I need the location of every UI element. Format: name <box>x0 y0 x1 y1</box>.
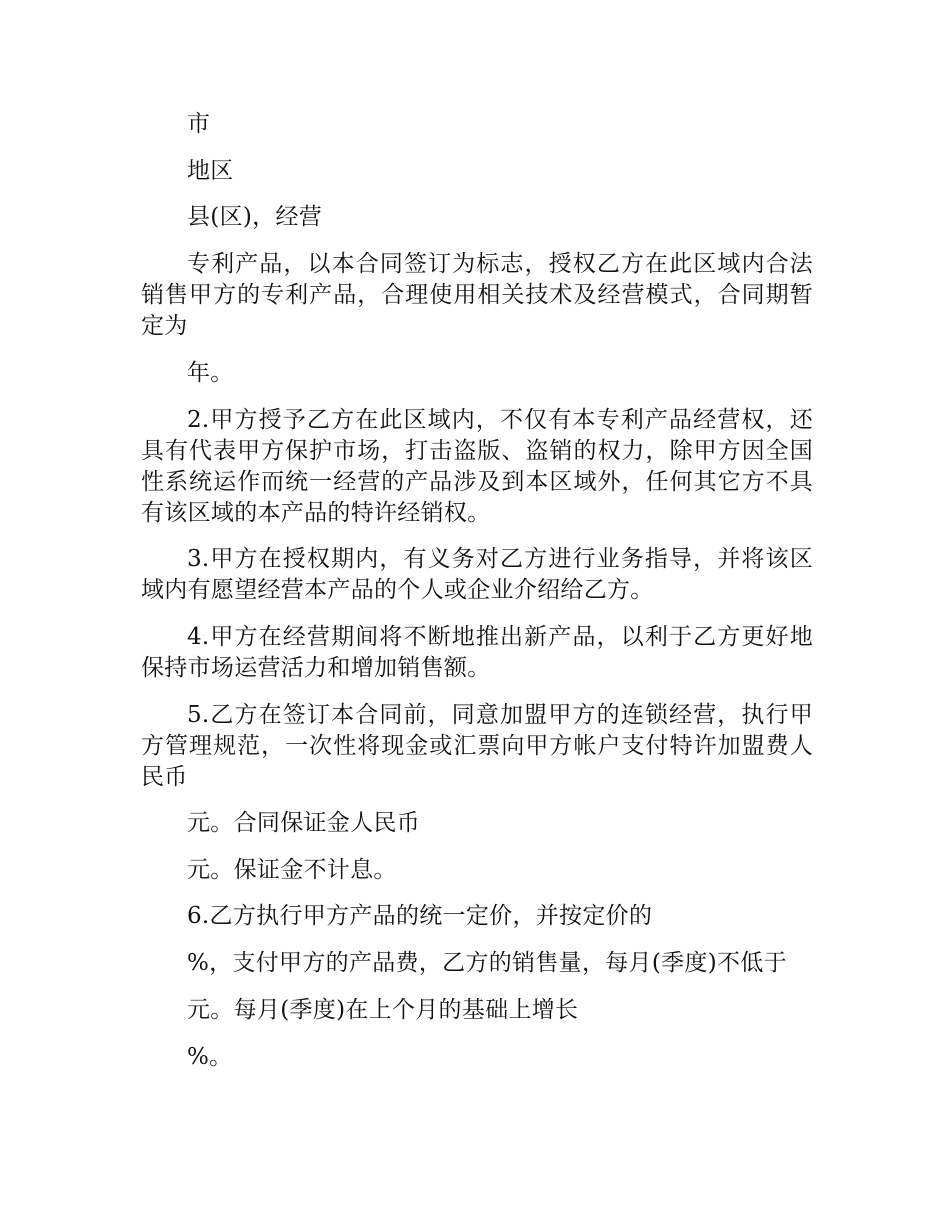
paragraph-clause-2: 2.甲方授予乙方在此区域内，不仅有本专利产品经营权，还具有代表甲方保护市场，打击盗版、盗销的权力，除甲方因全国性系统运作而统一经营的产品涉及到本区域外，任何其它方不具有该区域的本产品的特许经销权。 <box>141 407 813 526</box>
paragraph-clause-3: 3.甲方在授权期内，有义务对乙方进行业务指导，并将该区域内有愿望经营本产品的个人或企业介绍给乙方。 <box>141 546 813 603</box>
paragraph-deposit-interest: 元。保证金不计息。 <box>187 857 397 883</box>
paragraph-monthly-growth: 元。每月(季度)在上个月的基础上增长 <box>187 997 579 1023</box>
paragraph-region: 地区 <box>187 158 234 184</box>
paragraph-clause-5: 5.乙方在签订本合同前，同意加盟甲方的连锁经营，执行甲方管理规范，一次性将现金或汇票向甲方帐户支付特许加盟费人民币 <box>141 702 813 790</box>
paragraph-city: 市 <box>187 111 211 137</box>
paragraph-deposit: 元。合同保证金人民币 <box>187 810 420 836</box>
paragraph-clause-4: 4.甲方在经营期间将不断地推出新产品，以利于乙方更好地保持市场运营活力和增加销售额。 <box>141 624 813 681</box>
paragraph-years: 年。 <box>187 360 234 386</box>
paragraph-clause-6: 6.乙方执行甲方产品的统一定价，并按定价的 <box>187 903 653 929</box>
document-page <box>141 109 813 1073</box>
paragraph-county: 县(区)，经营 <box>187 204 323 230</box>
paragraph-percent-end: %。 <box>187 1044 233 1070</box>
paragraph-patent-product: 专利产品，以本合同签订为标志，授权乙方在此区域内合法销售甲方的专利产品，合理使用相关技术及经营模式，合同期暂定为 <box>141 251 813 339</box>
paragraph-percent-fee: %，支付甲方的产品费，乙方的销售量，每月(季度)不低于 <box>187 950 787 976</box>
